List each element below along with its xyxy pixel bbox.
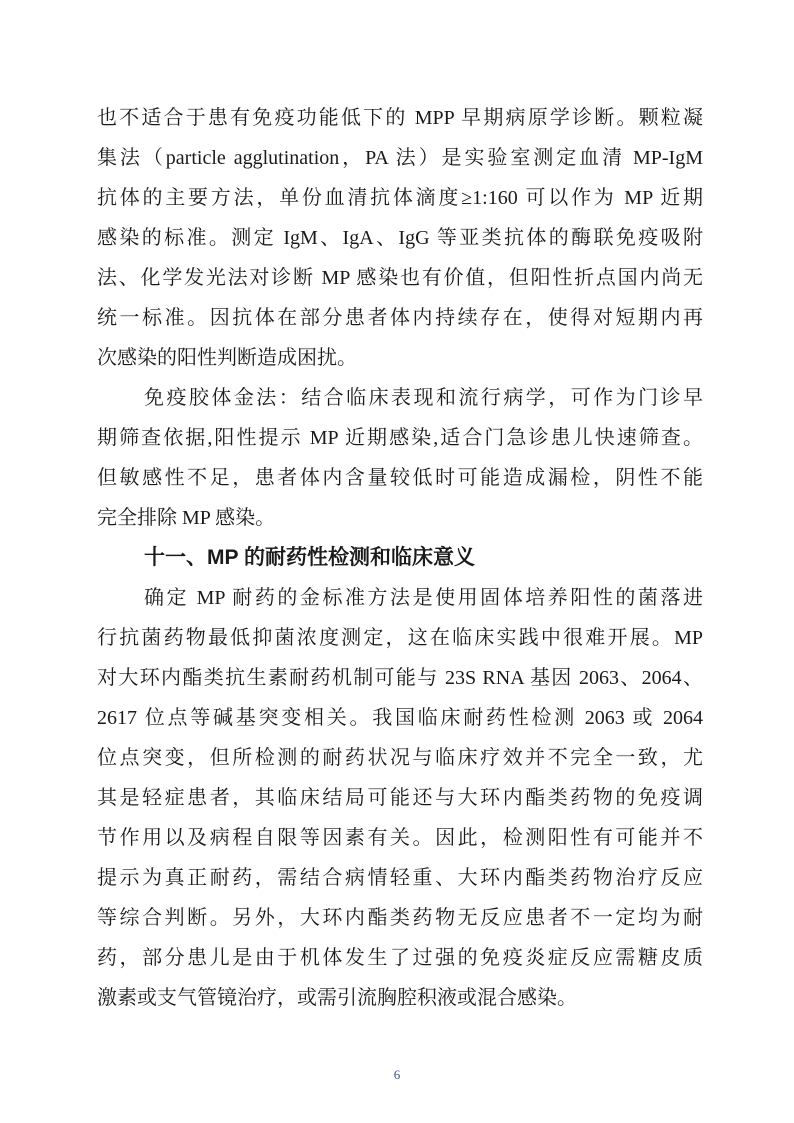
- text-line: 等综合判断。另外，大环内酯类药物无反应患者不一定均为耐: [97, 907, 703, 929]
- text-line: 位点突变，但所检测的耐药状况与临床疗效并不完全一致，尤: [97, 747, 703, 769]
- text-line: 对大环内酯类抗生素耐药机制可能与 23S RNA 基因 2063、2064、: [97, 667, 703, 689]
- text-line: 也不适合于患有免疫功能低下的 MPP 早期病原学诊断。颗粒凝: [97, 107, 703, 129]
- page-number: 6: [393, 1067, 401, 1082]
- text-line: 期筛查依据,阳性提示 MP 近期感染,适合门急诊患儿快速筛查。: [97, 427, 703, 449]
- text-line: 法、化学发光法对诊断 MP 感染也有价值，但阳性折点国内尚无: [97, 267, 703, 289]
- text-line: 确定 MP 耐药的金标准方法是使用固体培养阳性的菌落进: [144, 587, 703, 609]
- text-line: 节作用以及病程自限等因素有关。因此，检测阳性有可能并不: [97, 827, 703, 849]
- text-line: 感染的标准。测定 IgM、IgA、IgG 等亚类抗体的酶联免疫吸附: [97, 227, 703, 249]
- text-line: 激素或支气管镜治疗，或需引流胸腔积液或混合感染。: [97, 987, 577, 1009]
- text-line: 免疫胶体金法：结合临床表现和流行病学，可作为门诊早: [144, 387, 703, 409]
- text-line: 统一标准。因抗体在部分患者体内持续存在，使得对短期内再: [97, 307, 703, 329]
- document-body: [97, 98, 703, 1018]
- text-line: 药，部分患儿是由于机体发生了过强的免疫炎症反应需糖皮质: [97, 947, 703, 969]
- text-line: 但敏感性不足，患者体内含量较低时可能造成漏检，阴性不能: [97, 467, 703, 489]
- text-line: 2617 位点等碱基突变相关。我国临床耐药性检测 2063 或 2064: [97, 707, 703, 729]
- text-line: 提示为真正耐药，需结合病情轻重、大环内酯类药物治疗反应: [97, 867, 703, 889]
- text-line: 次感染的阳性判断造成困扰。: [97, 347, 357, 369]
- text-line: 集法（particle agglutination，PA 法）是实验室测定血清 MP-IgM: [97, 147, 703, 169]
- text-line: 行抗菌药物最低抑菌浓度测定，这在临床实践中很难开展。MP: [97, 627, 703, 649]
- text-line: 抗体的主要方法，单份血清抗体滴度≥1:160 可以作为 MP 近期: [97, 187, 703, 209]
- text-line: 完全排除 MP 感染。: [97, 507, 276, 529]
- section-heading: 十一、MP 的耐药性检测和临床意义: [144, 546, 475, 569]
- text-line: 其是轻症患者，其临床结局可能还与大环内酯类药物的免疫调: [97, 787, 703, 809]
